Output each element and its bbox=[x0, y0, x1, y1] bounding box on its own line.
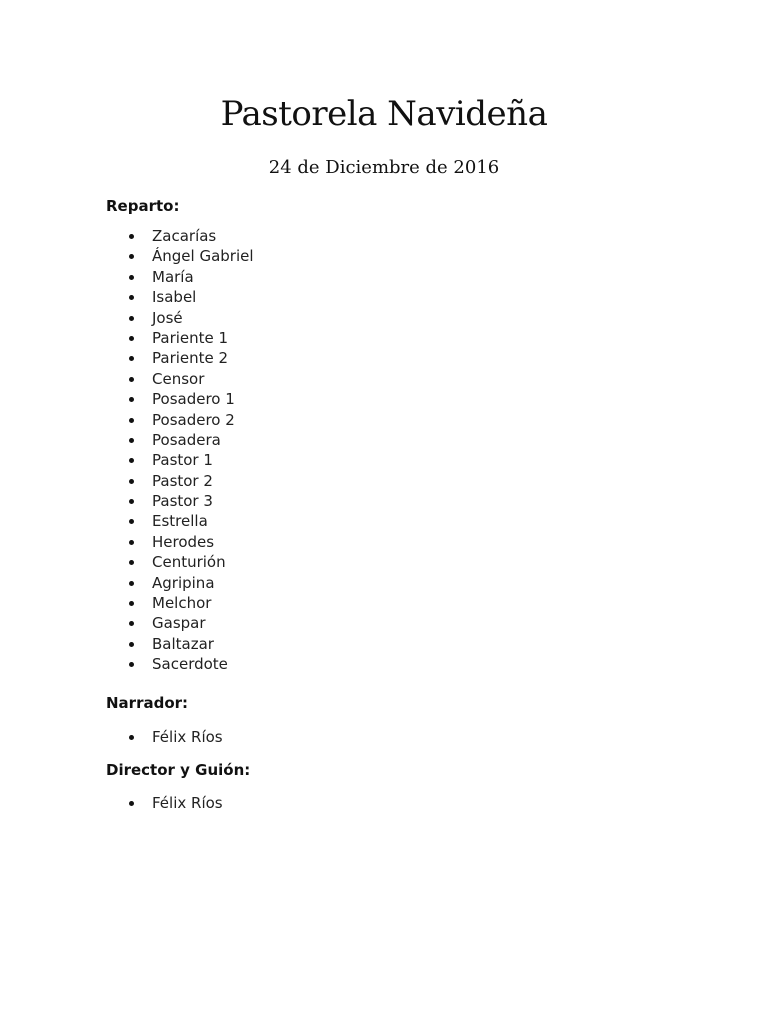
bullet-icon bbox=[129, 438, 134, 443]
list-item-text: Posadero 2 bbox=[152, 410, 235, 429]
bullet-icon bbox=[129, 356, 134, 361]
bullet-icon bbox=[129, 621, 134, 626]
bullet-icon bbox=[129, 377, 134, 382]
bullet-icon bbox=[129, 601, 134, 606]
list-item bbox=[106, 573, 254, 593]
bullet-icon bbox=[129, 801, 134, 806]
list-item-text: Posadera bbox=[152, 430, 221, 449]
list-item-text: Baltazar bbox=[152, 634, 214, 653]
list-item-text: Ángel Gabriel bbox=[152, 247, 254, 266]
list-item-text: José bbox=[152, 308, 183, 327]
bullet-icon bbox=[129, 642, 134, 647]
list-item-text: Gaspar bbox=[152, 614, 206, 633]
bullet-icon bbox=[129, 479, 134, 484]
list-item-text: Estrella bbox=[152, 512, 208, 531]
list-item bbox=[106, 389, 254, 409]
bullet-icon bbox=[129, 540, 134, 545]
list-item-text: Pastor 1 bbox=[152, 451, 213, 470]
list-item-text: Pariente 2 bbox=[152, 349, 229, 368]
bullet-icon bbox=[129, 295, 134, 300]
list-item-text: Félix Ríos bbox=[152, 728, 223, 746]
list-item bbox=[106, 450, 254, 470]
list-item bbox=[106, 727, 223, 747]
bullet-icon bbox=[129, 336, 134, 341]
list-item bbox=[106, 613, 254, 633]
list-item bbox=[106, 287, 254, 307]
list-item bbox=[106, 593, 254, 613]
bullet-icon bbox=[129, 254, 134, 259]
list-item-text: Agripina bbox=[152, 573, 215, 592]
list-item-text: María bbox=[152, 267, 194, 286]
list-item-text: Centurión bbox=[152, 553, 226, 572]
bullet-icon bbox=[129, 581, 134, 586]
list-item bbox=[106, 471, 254, 491]
list-item bbox=[106, 369, 254, 389]
narrador-heading: Narrador: bbox=[106, 694, 189, 712]
list-item-text: Censor bbox=[152, 369, 205, 388]
list-item bbox=[106, 654, 254, 674]
list-item bbox=[106, 491, 254, 511]
list-item bbox=[106, 410, 254, 430]
bullet-icon bbox=[129, 234, 134, 239]
bullet-icon bbox=[129, 316, 134, 321]
bullet-icon bbox=[129, 662, 134, 667]
list-item bbox=[106, 634, 254, 654]
bullet-icon bbox=[129, 519, 134, 524]
list-item bbox=[106, 246, 254, 266]
list-item bbox=[106, 226, 254, 246]
narrador-list bbox=[106, 727, 223, 747]
list-item bbox=[106, 532, 254, 552]
list-item-text: Pariente 1 bbox=[152, 328, 229, 347]
director-heading: Director y Guión: bbox=[106, 761, 251, 779]
document-date: 24 de Diciembre de 2016 bbox=[268, 157, 500, 178]
bullet-icon bbox=[129, 275, 134, 280]
bullet-icon bbox=[129, 397, 134, 402]
list-item bbox=[106, 308, 254, 328]
list-item bbox=[106, 793, 223, 813]
list-item-text: Félix Ríos bbox=[152, 794, 223, 812]
list-item bbox=[106, 511, 254, 531]
list-item bbox=[106, 267, 254, 287]
reparto-list bbox=[106, 226, 254, 675]
bullet-icon bbox=[129, 735, 134, 740]
list-item bbox=[106, 552, 254, 572]
bullet-icon bbox=[129, 499, 134, 504]
list-item bbox=[106, 348, 254, 368]
list-item-text: Pastor 2 bbox=[152, 471, 213, 490]
bullet-icon bbox=[129, 560, 134, 565]
list-item-text: Isabel bbox=[152, 288, 197, 307]
bullet-icon bbox=[129, 418, 134, 423]
list-item-text: Herodes bbox=[152, 532, 215, 551]
list-item-text: Pastor 3 bbox=[152, 492, 213, 511]
document-title: Pastorela Navideña bbox=[220, 94, 548, 134]
list-item-text: Melchor bbox=[152, 594, 212, 613]
reparto-heading: Reparto: bbox=[106, 197, 180, 215]
list-item-text: Zacarías bbox=[152, 227, 217, 245]
list-item bbox=[106, 430, 254, 450]
list-item-text: Posadero 1 bbox=[152, 390, 235, 409]
list-item bbox=[106, 328, 254, 348]
bullet-icon bbox=[129, 458, 134, 463]
list-item-text: Sacerdote bbox=[152, 655, 228, 674]
director-list bbox=[106, 793, 223, 813]
